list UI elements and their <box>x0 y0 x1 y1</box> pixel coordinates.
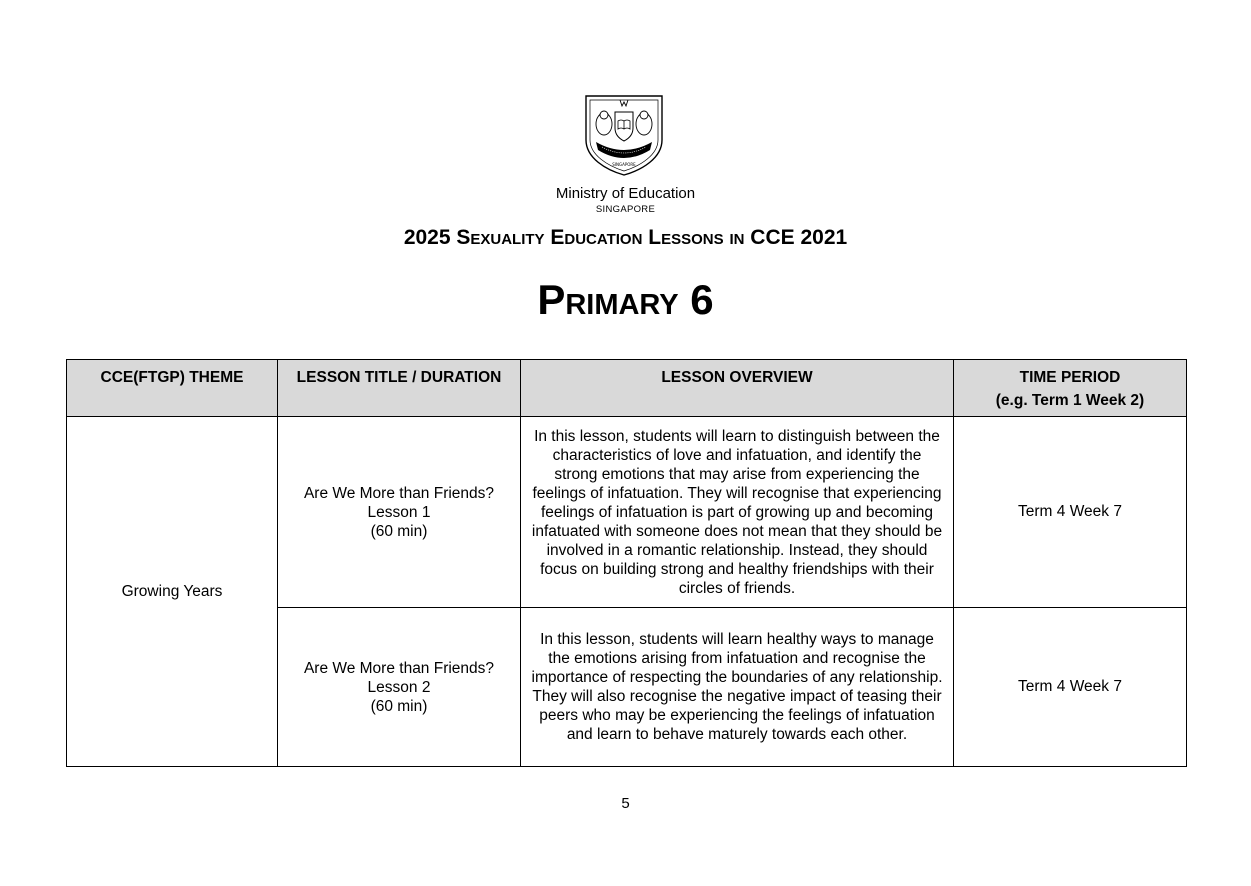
level-title: Primary 6 <box>537 276 714 323</box>
org-name: Ministry of Education <box>555 185 696 202</box>
header-overview: LESSON OVERVIEW <box>521 360 954 417</box>
moe-crest-icon <box>584 94 664 176</box>
lessons-table <box>66 359 1187 767</box>
lesson-overview: In this lesson, students will learn healthy ways to manage the emotions arising from infatuation and recognise the importance of respecting the boundaries of any relationship. They will also recognise the negative impact of teasing their peers who may be experiencing the feelings of infatuation and learn to behave maturely towards each other. <box>521 608 954 767</box>
lesson-duration: (60 min) <box>370 697 428 715</box>
lesson-number: Lesson 2 <box>367 678 431 696</box>
time-period-cell: Term 4 Week 7 <box>954 608 1187 767</box>
lesson-number: Lesson 1 <box>367 503 431 521</box>
header-time-period <box>954 360 1187 417</box>
table-header-row <box>67 360 1187 417</box>
theme-cell: Growing Years <box>67 417 278 767</box>
lesson-title: Are We More than Friends? <box>303 484 495 502</box>
org-country: SINGAPORE <box>595 204 656 215</box>
page-number: 5 <box>621 795 630 812</box>
lesson-overview: In this lesson, students will learn to distinguish between the characteristics of love and infatuation, and identify the strong emotions that may arise from experiencing the feelings of infatuation. They will recognise that experiencing feelings of infatuation is part of growing up and becoming infatuated with someone does not mean that they should be involved in a romantic relationship. Instead, they should focus on building strong and healthy friendships with their circles of friends. <box>521 417 954 608</box>
header-time-period-example: (e.g. Term 1 Week 2) <box>995 392 1145 409</box>
header-time-period-label: TIME PERIOD <box>1019 369 1121 386</box>
lesson-title: Are We More than Friends? <box>303 659 495 677</box>
lesson-title-cell <box>278 608 521 767</box>
table-row <box>67 417 1187 608</box>
header-theme: CCE(FTGP) THEME <box>67 360 278 417</box>
svg-text:SINGAPORE: SINGAPORE <box>612 162 636 167</box>
header-lesson-title: LESSON TITLE / DURATION <box>278 360 521 417</box>
lesson-title-cell <box>278 417 521 608</box>
lesson-duration: (60 min) <box>370 522 428 540</box>
document-title: 2025 Sexuality Education Lessons in CCE 2021 <box>403 226 848 249</box>
time-period-cell: Term 4 Week 7 <box>954 417 1187 608</box>
